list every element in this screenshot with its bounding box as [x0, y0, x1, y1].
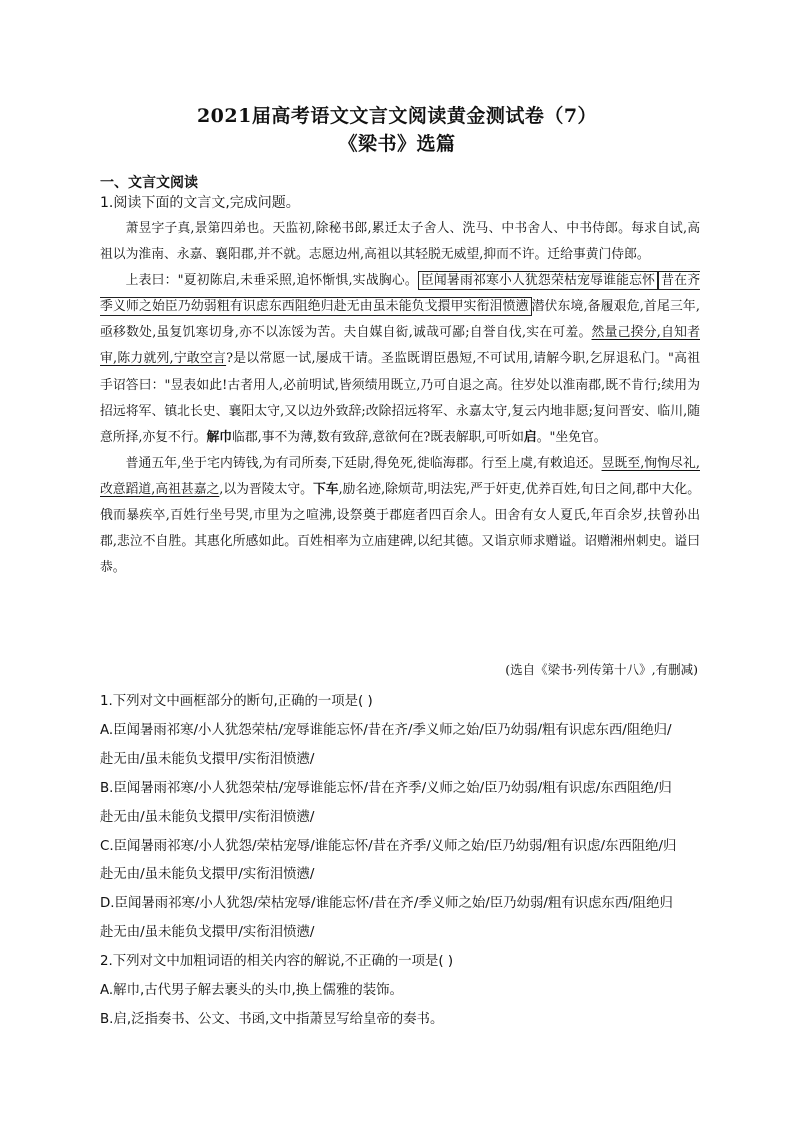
- source-citation: (选自《梁书·列传第十八》,有删减): [505, 662, 698, 677]
- passage-text: 。"坐免官。: [536, 429, 607, 445]
- option-line: 赴无由/虽未能负戈擐甲/实衔泪愤懑/: [100, 867, 315, 883]
- boxed-text: 臣闻暑雨祁寒小人犹怨荣枯宠辱谁能忘怀: [418, 271, 658, 290]
- instruction: 1.阅读下面的文言文,完成问题。: [100, 195, 300, 211]
- option-line: 赴无由/虽未能负戈擐甲/实衔泪愤懑/: [100, 809, 315, 825]
- option-line: 赴无由/虽未能负戈擐甲/实衔泪愤懑/: [100, 925, 315, 941]
- option-line: D.臣闻暑雨祁寒/小人犹怨/荣枯宠辱/谁能忘怀/昔在齐/季义师之始/臣乃幼弱/粗有识虑东西/阻绝归: [100, 896, 673, 912]
- section-heading: 一、文言文阅读: [100, 175, 198, 191]
- passage-text: 普通五年,坐于宅内铸钱,为有司所奏,下廷尉,得免死,徙临海郡。行至上虞,有敕追还。: [125, 455, 602, 471]
- option-line: A.解巾,古代男子解去裹头的头巾,换上儒雅的装饰。: [100, 983, 403, 999]
- option-line: B.启,泛指奏书、公文、书函,文中指萧昱写给皇帝的奏书。: [100, 1011, 444, 1027]
- passage-text: 潜伏东境,备履艰危,首尾三年,亟移数处,虽复饥寒切身,亦不以冻馁为苦。夫自媒自衒,诚哉可鄙;自誉自伐,实在可羞。: [100, 299, 700, 341]
- underlined-text: 昱既至,恂恂尽礼,改意蹈道,高祖甚嘉之: [100, 455, 700, 497]
- option-line: C.臣闻暑雨祁寒/小人犹怨/荣枯宠辱/谁能忘怀/昔在齐季/义师之始/臣乃幼弱/粗有识虑/东西阻绝/归: [100, 838, 677, 854]
- bold-term: 下车: [313, 481, 339, 497]
- option-line: A.臣闻暑雨祁寒/小人犹怨荣枯/宠辱谁能忘怀/昔在齐/季义师之始/臣乃幼弱/粗有识虑东西/阻绝归/: [100, 722, 672, 738]
- document-title: 2021届高考语文文言文阅读黄金测试卷（7）: [196, 105, 598, 127]
- passage-paragraph-3: [100, 451, 700, 581]
- passage: [100, 216, 700, 581]
- bold-term: 解巾: [206, 429, 233, 445]
- underlined-text: 然量己揆分,自知者审,陈力就列,宁敢空言: [100, 325, 700, 367]
- passage-text: 临郡,事不为薄,数有致辞,意欲何在?既表解职,可听如: [232, 429, 524, 445]
- passage-text: ,励名迹,除烦苛,明法宪,严于奸吏,优养百姓,旬日之间,郡中大化。俄而暴疾卒,百姓行坐号哭,市里为之喧沸,设祭奠于郡庭者四百余人。田舍有女人夏氏,年百余岁,扶曾孙出郡,悲泣不自胜。其惠化所感如此。百姓相率为立庙建碑,以纪其德。又诣京师求赠谥。诏赠湘州刺史。谥曰恭。: [100, 481, 700, 576]
- passage-paragraph-1: 萧昱字子真,景第四弟也。天监初,除秘书郎,累迁太子舍人、洗马、中书舍人、中书侍郎。每求自试,高祖以为淮南、永嘉、襄阳郡,并不就。志愿边州,高祖以其轻脱无威望,抑而不许。迁给事黄门侍郎。: [100, 221, 700, 263]
- option-line: 赴无由/虽未能负戈擐甲/实衔泪愤懑/: [100, 751, 315, 767]
- passage-text: ,以为晋陵太守。: [219, 481, 313, 497]
- question-line: 1.下列对文中画框部分的断句,正确的一项是( ): [100, 694, 373, 709]
- bold-term: 启: [523, 429, 537, 445]
- questions: [100, 688, 700, 1035]
- boxed-text: 昔在齐季义师之始臣乃幼弱粗有识虑东西阻绝归赴无由虽未能负戈擐甲实衔泪愤懑: [100, 273, 700, 315]
- question-line: 2.下列对文中加粗词语的相关内容的解说,不正确的一项是( ): [100, 954, 454, 970]
- option-line: B.臣闻暑雨祁寒/小人犹怨荣枯/宠辱谁能忘怀/昔在齐季/义师之始/臣乃幼弱/粗有识虑/东西阻绝/归: [100, 780, 672, 796]
- passage-text: 上表曰："夏初陈启,未垂采照,追怀惭惧,实战胸心。: [125, 273, 418, 289]
- document-subtitle: 《梁书》选篇: [338, 133, 456, 155]
- passage-paragraph-2: [100, 268, 700, 451]
- passage-text: ?是以常愿一试,屡成干请。圣监既谓臣愚短,不可试用,请解今职,乞屏退私门。"高祖手诏答曰："昱表如此!古者用人,必前明试,皆须绩用既立,乃可自退之高。往岁处以淮南郡,既不肯行;续用为招远将军、镇北长史、襄阳太守,又以边外致辞;改除招远将军、永嘉太守,复云内地非愿;复问晋安、临川,随意所择,亦复不行。: [100, 351, 700, 445]
